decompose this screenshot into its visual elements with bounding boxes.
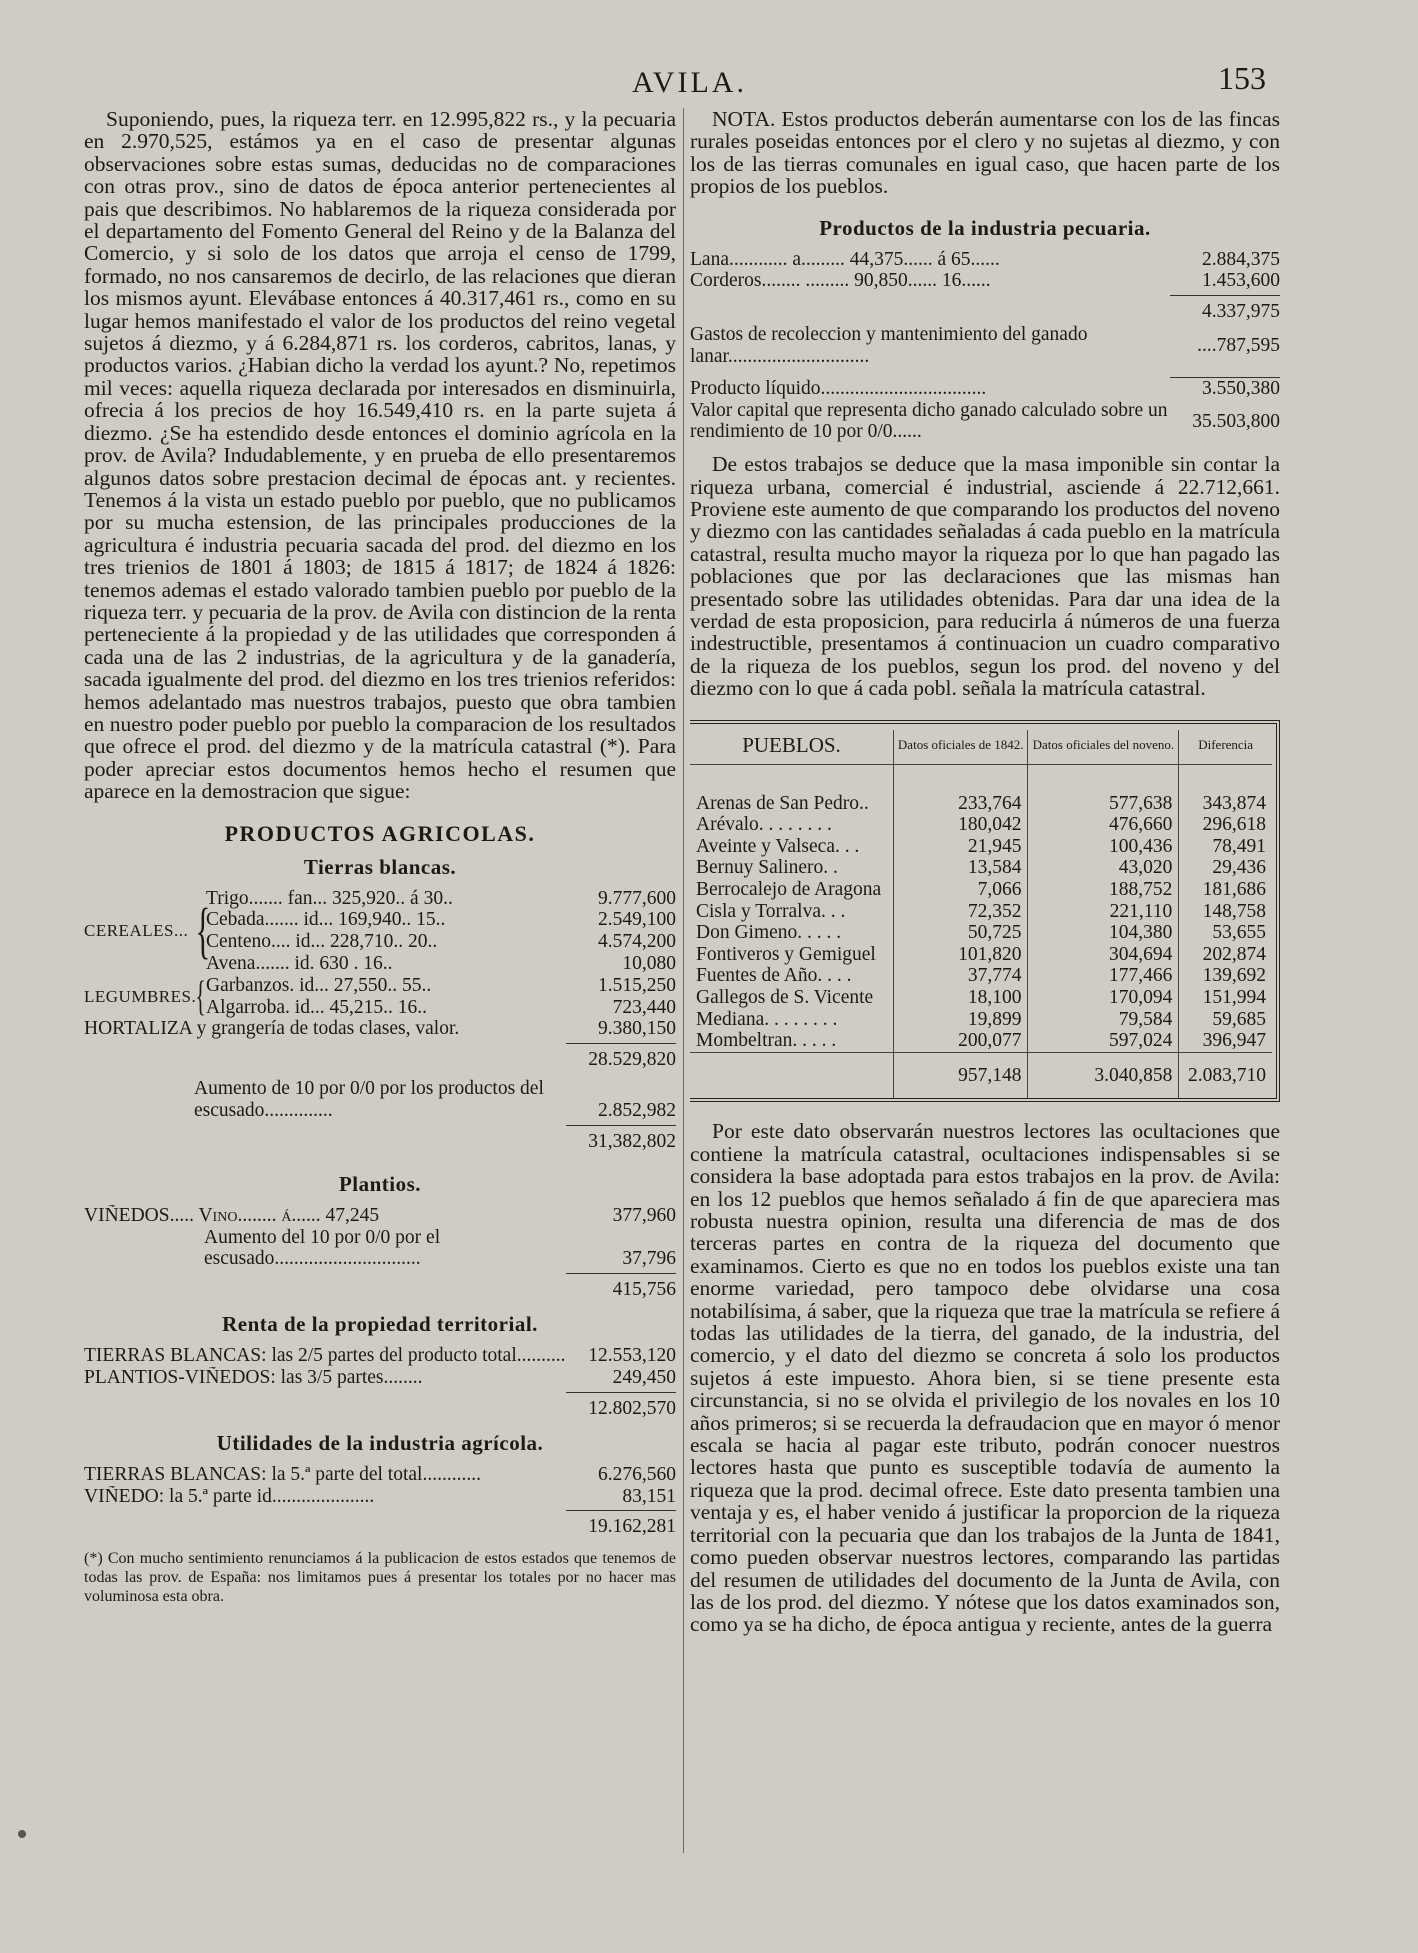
col-header-pueblos: PUEBLOS. xyxy=(690,730,894,765)
col-header-noveno: Datos oficiales del noveno. xyxy=(1028,730,1179,765)
productos-agricolas-heading: PRODUCTOS AGRICOLAS. xyxy=(224,820,536,846)
renta-heading: Renta de la propiedad territorial. xyxy=(222,1312,538,1337)
ledger-row: Centeno.... id... 228,710.. 20.. 4.574,200 xyxy=(206,931,676,953)
cereales-label: CEREALES... xyxy=(84,921,189,941)
renta-plantios-row: PLANTIOS-VIÑEDOS: las 3/5 partes........ 249,450 xyxy=(84,1366,676,1388)
total-tierras: 31,382,802 xyxy=(84,1122,676,1154)
cereales-brace: { xyxy=(195,897,211,966)
table-row: Cisla y Torralva. . . 72,352 221,110 148,758 xyxy=(690,901,1272,923)
utilidades-heading: Utilidades de la industria agrícola. xyxy=(216,1430,544,1455)
table-totals-row: 957,148 3.040,858 2.083,710 xyxy=(690,1052,1272,1098)
tierras-blancas-heading: Tierras blancas. xyxy=(303,854,457,879)
util-vinedo-row: VIÑEDO: la 5.ª parte id..................... 83,151 xyxy=(84,1485,676,1507)
liquido-row: Producto líquido.................................. 3.550,380 xyxy=(690,377,1280,399)
lana-row: Lana............ a......... 44,375...... á 65...... 2.884,375 xyxy=(690,248,1280,270)
ledger-row: Avena....... id. 630 . 16.. 10,080 xyxy=(206,952,676,974)
comparison-table xyxy=(690,730,1272,1099)
aumento-vinedos-row: Aumento del 10 por 0/0 por el escusado.............................. 37,796 xyxy=(204,1226,676,1270)
table-row: Fontiveros y Gemiguel 101,820 304,694 202,874 xyxy=(690,944,1272,966)
margin-ink-dot xyxy=(18,1830,26,1838)
ledger-row: Garbanzos. id... 27,550.. 55.. 1.515,250 xyxy=(206,974,676,996)
table-row: Aveinte y Valseca. . . 21,945 100,436 78,491 xyxy=(690,836,1272,858)
col-header-1842: Datos oficiales de 1842. xyxy=(894,730,1028,765)
table-row: Fuentes de Año. . . . 37,774 177,466 139,692 xyxy=(690,965,1272,987)
table-row: Arévalo. . . . . . . . 180,042 476,660 296,618 xyxy=(690,814,1272,836)
table-row: Mediana. . . . . . . . 19,899 79,584 59,685 xyxy=(690,1009,1272,1031)
intro-paragraph: Suponiendo, pues, la riqueza terr. en 12.995,822 rs., y la pecuaria en 2.970,525, estámos ya en el caso de presentar algunas observaciones sobre estas sumas, deducidas no de comparaciones con otras prov., sino de datos de época anterior pertenecientes al pais que describimos. No hablaremos de la riqueza considerada por el departamento del Fomento General del Reino y de la Balanza del Comercio, y si solo de los datos que arroja el censo de 1799, formado, no nos cansaremos de decirlo, de las relaciones que dieran los mismos ayunt. Elevábase entonces á 40.317,461 rs., como en su lugar hemos manifestado el valor de los productos del reino vegetal sujetos á diezmo, y á 6.284,871 rs. los corderos, cabritos, lanas, y productos varios. ¿Habian dicho la verdad los ayunt.? No, repetimos mil veces: aquella riqueza declarada por interesados en disminuirla, ofrecia á los precios de hoy 16.549,410 rs. en la parte sujeta á diezmo. ¿Se ha estendido desde entonces el dominio agrícola en la prov. de Avila? Indudablemente, y en prueba de ello presentaremos algunos datos sobre prestacion decimal de épocas ant. y recientes. Tenemos á la vista un estado pueblo por pueblo, que no publicamos por su mucha estension, de las principales producciones de la agricultura é industria pecuaria sacada del prod. del diezmo en los tres trienios de 1801 á 1803; de 1815 á 1817; de 1824 á 1826: tenemos ademas el estado valorado tambien pueblo por pueblo de la riqueza terr. y pecuaria de la prov. de Avila con distincion de la renta perteneciente á la propiedad y de las utilidades que corresponden á cada una de las 2 industrias, de la agricultura y de la ganadería, sacada igualmente del prod. del diezmo en los tres trienios referidos: hemos adelantado mas nuestros trabajos, puesto que obra tambien en nuestro poder pueblo por pueblo la comparacion de los resultados que ofrece el prod. del diezmo y de la matrícula catastral (*). Para poder apreciar estos documentos hemos hecho el resumen que aparece en la demostracion que sigue: xyxy=(84,107,676,804)
util-tierras-row: TIERRAS BLANCAS: la 5.ª parte del total............ 6.276,560 xyxy=(84,1463,676,1485)
hortaliza-row: HORTALIZA y grangería de todas clases, valor. 9.380,150 xyxy=(84,1018,676,1040)
plantios-heading: Plantios. xyxy=(338,1171,422,1196)
table-row: Mombeltran. . . . . 200,077 597,024 396,947 xyxy=(690,1030,1272,1052)
legumbres-group xyxy=(84,975,676,1019)
total-plantios: 415,756 xyxy=(84,1270,676,1302)
total-utilidades: 19.162,281 xyxy=(84,1507,676,1539)
footnote: (*) Con mucho sentimiento renunciamos á la publicacion de estos estados que tenemos de todas las prov. de España: nos limitamos pues á presentar los totales por no hacer mas voluminosa esta obra. xyxy=(84,1550,676,1606)
ledger-row: Trigo....... fan... 325,920.. á 30.. 9.777,600 xyxy=(206,887,676,909)
legumbres-brace: { xyxy=(195,973,206,1020)
page-number: 153 xyxy=(1218,60,1266,96)
comparison-table-frame xyxy=(690,720,1280,1103)
conclusion-paragraph: Por este dato observarán nuestros lectores las ocultaciones que contiene la matrícula catastral, ocultaciones indispensables si se considera la base adoptada para estos trabajos en la prov. de Avila: en los 12 pueblos que hemos señalado á fin de que apareciera mas robusta nuestra opinion, resulta una diferencia de mas de dos terceras partes en contra de la riqueza del documento que examinamos. Cierto es que no en todos los pueblos existe una tan enorme variedad, pero tampoco debe olvidarse una cosa notabilísima, á saber, que la riqueza que trae la matrícula se refiere á todas las utilidades de la tierra, del ganado, de la industria, del comercio, y el dato del diezmo se concreta á solo los productos sujetos á este impuesto. Ahora bien, si se tiene presente esta circunstancia, si no se olvida el privilegio de los novales en los 10 años primeros; si se recuerda la defraudacion que en mayor ó menor escala se hacia al pagar este tributo, podrán conocer nuestros lectores hasta que punto es susceptible todavía de aumento la riqueza que la prod. decimal ofrece. Este dato presenta tambien una ventaja y es, el haber venido á justificar la proporcion de la riqueza territorial con la pecuaria que dan los trabajos de la Junta de 1841, como pueden observar nuestros lectores, comparando las partidas del resumen de utilidades del documento de la Junta de Avila, con las de los prod. del diezmo. Y nótese que los datos examinados son, como ya se ha dicho, de época antigua y reciente, antes de la guerra xyxy=(690,1119,1280,1637)
corderos-row: Corderos........ ......... 90,850...... 16...... 1.453,600 xyxy=(690,270,1280,292)
capital-row: Valor capital que representa dicho ganado calculado sobre un rendimiento de 10 por 0/0...... 35.503,800 xyxy=(690,399,1280,443)
gastos-row: Gastos de recoleccion y mantenimiento del ganado lanar............................. ....787,595 xyxy=(690,324,1280,368)
left-column xyxy=(84,108,676,1606)
ledger-row: Cebada....... id... 169,940.. 15.. 2.549,100 xyxy=(206,909,676,931)
ledger-row: Algarroba. id... 45,215.. 16.. 723,440 xyxy=(206,996,676,1018)
col-header-diferencia: Diferencia xyxy=(1179,730,1272,765)
pecuaria-heading: Productos de la industria pecuaria. xyxy=(819,215,1151,240)
running-title: AVILA. xyxy=(632,66,747,99)
right-column xyxy=(690,108,1280,1636)
vinedos-row: VIÑEDOS..... Vino........ á...... 47,245 377,960 xyxy=(84,1204,676,1226)
column-rule xyxy=(683,108,684,1853)
subtotal-tierras: 28.529,820 xyxy=(84,1040,676,1072)
table-row: Berrocalejo de Aragona 7,066 188,752 181,686 xyxy=(690,879,1272,901)
aumento-escusado-row: Aumento de 10 por 0/0 por los productos del escusado.............. 2.852,982 xyxy=(194,1078,676,1121)
table-row: Don Gimeno. . . . . 50,725 104,380 53,655 xyxy=(690,922,1272,944)
renta-tierras-row: TIERRAS BLANCAS: las 2/5 partes del producto total.......... 12.553,120 xyxy=(84,1345,676,1367)
table-row: Arenas de San Pedro.. 233,764 577,638 343,874 xyxy=(690,764,1272,814)
deduction-paragraph: De estos trabajos se deduce que la masa imponible sin contar la riqueza urbana, comercial é industrial, asciende á 22.712,661. Proviene este aumento de que comparando los productos del noveno y diezmo con las cantidades señaladas á cada pueblo en la matrícula catastral, resulta mucho mayor la riqueza por lo que han pagado las poblaciones que por las declaraciones que las mismas han presentado sobre las utilidades obtenidas. Para dar una idea de la verdad de esta proposicion, para reducirla á números de una fuerza indestructible, presentamos á continuacion un cuadro comparativo de la riqueza de los pueblos, segun los prod. del noveno y del diezmo con lo que á cada pobl. señala la matrícula catastral. xyxy=(690,452,1280,701)
total-renta: 12.802,570 xyxy=(84,1389,676,1421)
nota-paragraph: NOTA. Estos productos deberán aumentarse con los de las fincas rurales poseidas entonces por el clero y no sujetas al diezmo, y con los de las tierras comunales en igual caso, que hacen parte de los propios de los pueblos. xyxy=(690,107,1280,199)
table-row: Gallegos de S. Vicente 18,100 170,094 151,994 xyxy=(690,987,1272,1009)
legumbres-label: LEGUMBRES. xyxy=(84,986,197,1006)
table-row: Bernuy Salinero. . 13,584 43,020 29,436 xyxy=(690,857,1272,879)
cereales-group xyxy=(84,888,676,975)
total-pecuaria: 4.337,975 xyxy=(690,292,1280,324)
